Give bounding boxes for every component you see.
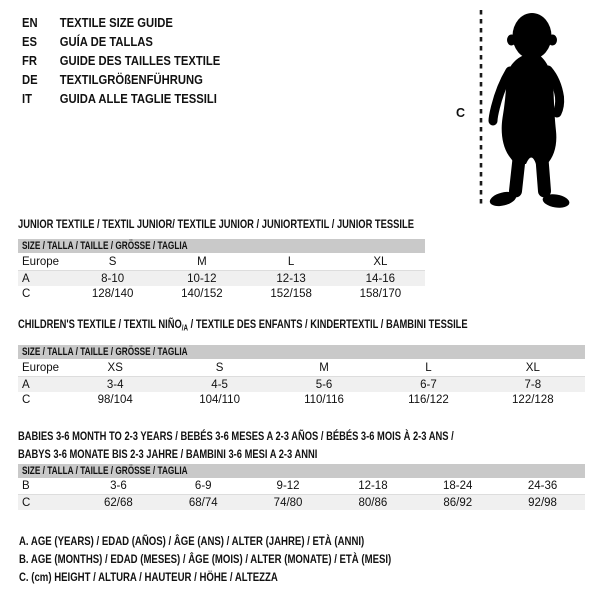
junior-columns-row — [18, 253, 425, 270]
babies-title-line2: BABYS 3-6 MONATE BIS 2-3 JAHRE / BAMBINI 3-6 MESI A 2-3 ANNI — [18, 447, 318, 461]
size-column-header: M — [197, 255, 207, 268]
age-months-value: 3-6 — [110, 480, 127, 492]
age-value: 8-10 — [101, 272, 125, 285]
guide-title: GUIDE DES TAILLES TEXTILE — [59, 53, 221, 68]
age-value: 4-5 — [211, 378, 228, 391]
babies-months-row — [18, 478, 585, 494]
language-row — [22, 13, 220, 32]
junior-age-row — [18, 270, 425, 286]
language-row — [22, 89, 220, 108]
height-measure-label: C — [456, 106, 466, 120]
row-label: C — [22, 496, 31, 509]
row-label: Europe — [22, 255, 60, 268]
height-value: 116/122 — [408, 394, 449, 406]
age-value: 6-7 — [420, 378, 437, 391]
row-label: C — [22, 394, 31, 406]
children-table-title — [18, 315, 468, 338]
babies-title-line1: BABIES 3-6 MONTH TO 2-3 YEARS / BEBÉS 3-6 MESES A 2-3 AÑOS / BÉBÉS 3-6 MOIS À 2-3 ANS / — [18, 429, 454, 443]
junior-height-row — [18, 286, 425, 302]
height-value: 74/80 — [273, 496, 303, 509]
age-months-value: 24-36 — [527, 480, 558, 492]
size-header-bar — [18, 239, 425, 253]
age-months-value: 6-9 — [194, 480, 212, 492]
size-column-header: XL — [525, 361, 540, 374]
guide-title: TEXTILE SIZE GUIDE — [59, 15, 173, 30]
language-code: DE — [22, 72, 38, 87]
size-header-bar — [18, 464, 585, 478]
age-value: 3-4 — [106, 378, 124, 391]
size-header-label: SIZE / TALLA / TAILLE / GRÖSSE / TAGLIA — [22, 346, 188, 358]
height-value: 92/98 — [528, 496, 557, 509]
language-code: ES — [22, 34, 38, 49]
age-value: 5-6 — [315, 378, 333, 391]
height-value: 80/86 — [358, 496, 388, 509]
age-value: 12-13 — [276, 272, 306, 285]
size-column-header: XL — [373, 255, 388, 268]
age-value: 14-16 — [365, 272, 396, 285]
row-label: A — [22, 378, 30, 391]
children-title-subscript: /A — [181, 323, 189, 333]
language-code: FR — [22, 53, 38, 68]
size-column-header: L — [425, 361, 432, 374]
junior-table-title: JUNIOR TEXTILE / TEXTIL JUNIOR/ TEXTILE JUNIOR / JUNIORTEXTIL / JUNIOR TESSILE — [18, 217, 414, 231]
language-code: IT — [22, 91, 32, 106]
height-value: 152/158 — [270, 288, 312, 300]
note-height-cm: C. (cm) HEIGHT / ALTURA / HAUTEUR / HÖHE / ALTEZZA — [19, 570, 278, 584]
children-age-row — [18, 376, 585, 392]
size-column-header: S — [108, 255, 117, 268]
children-size-table — [18, 345, 585, 408]
age-months-value: 9-12 — [276, 480, 300, 492]
age-value: 10-12 — [187, 272, 217, 285]
height-value: 128/140 — [91, 288, 134, 300]
size-column-header: S — [215, 361, 224, 374]
language-title-list — [22, 13, 242, 108]
height-value: 110/116 — [304, 394, 344, 406]
language-row — [22, 51, 220, 70]
height-value: 62/68 — [104, 496, 133, 509]
legend-notes — [19, 532, 391, 586]
height-value: 86/92 — [443, 496, 473, 509]
size-header-bar — [18, 345, 585, 359]
age-months-value: 18-24 — [443, 480, 473, 492]
row-label: A — [22, 272, 30, 285]
height-value: 122/128 — [512, 394, 554, 406]
language-row — [22, 70, 220, 89]
size-column-header: M — [319, 361, 329, 374]
babies-table-title — [18, 427, 454, 463]
guide-title: TEXTILGRÖßENFÜHRUNG — [59, 72, 203, 87]
toddler-silhouette-graphic — [448, 5, 580, 215]
babies-height-row — [18, 494, 585, 510]
babies-size-table — [18, 464, 585, 510]
children-title-text: / TEXTILE DES ENFANTS / KINDERTEXTIL / BAMBINI TESSILE — [188, 317, 468, 331]
height-value: 68/74 — [188, 496, 218, 509]
age-value: 7-8 — [524, 378, 542, 391]
children-columns-row — [18, 359, 585, 376]
language-row — [22, 32, 220, 51]
guide-title: GUÍA DE TALLAS — [59, 34, 153, 49]
junior-size-table — [18, 239, 425, 302]
note-age-months: B. AGE (MONTHS) / EDAD (MESES) / ÂGE (MOIS) / ALTER (MONATE) / ETÀ (MESI) — [19, 552, 392, 566]
age-months-value: 12-18 — [358, 480, 388, 492]
size-column-header: XS — [107, 361, 123, 374]
note-age-years: A. AGE (YEARS) / EDAD (AÑOS) / ÂGE (ANS) / ALTER (JAHRE) / ETÀ (ANNI) — [19, 534, 365, 548]
language-code: EN — [22, 15, 38, 30]
height-measure-figure — [448, 5, 580, 215]
size-column-header: L — [287, 255, 295, 268]
size-header-label: SIZE / TALLA / TAILLE / GRÖSSE / TAGLIA — [22, 240, 188, 252]
row-label: B — [22, 480, 30, 492]
height-value: 140/152 — [181, 288, 223, 300]
toddler-silhouette-icon — [488, 13, 570, 210]
children-title-text: CHILDREN'S TEXTILE / TEXTIL NIÑO — [18, 317, 182, 331]
row-label: C — [22, 288, 31, 300]
children-height-row — [18, 392, 585, 408]
size-header-label: SIZE / TALLA / TAILLE / GRÖSSE / TAGLIA — [22, 465, 188, 477]
height-value: 158/170 — [359, 288, 402, 300]
row-label: Europe — [22, 361, 60, 374]
guide-title: GUIDA ALLE TAGLIE TESSILI — [59, 91, 217, 106]
height-value: 98/104 — [97, 394, 133, 406]
height-value: 104/110 — [199, 394, 240, 406]
